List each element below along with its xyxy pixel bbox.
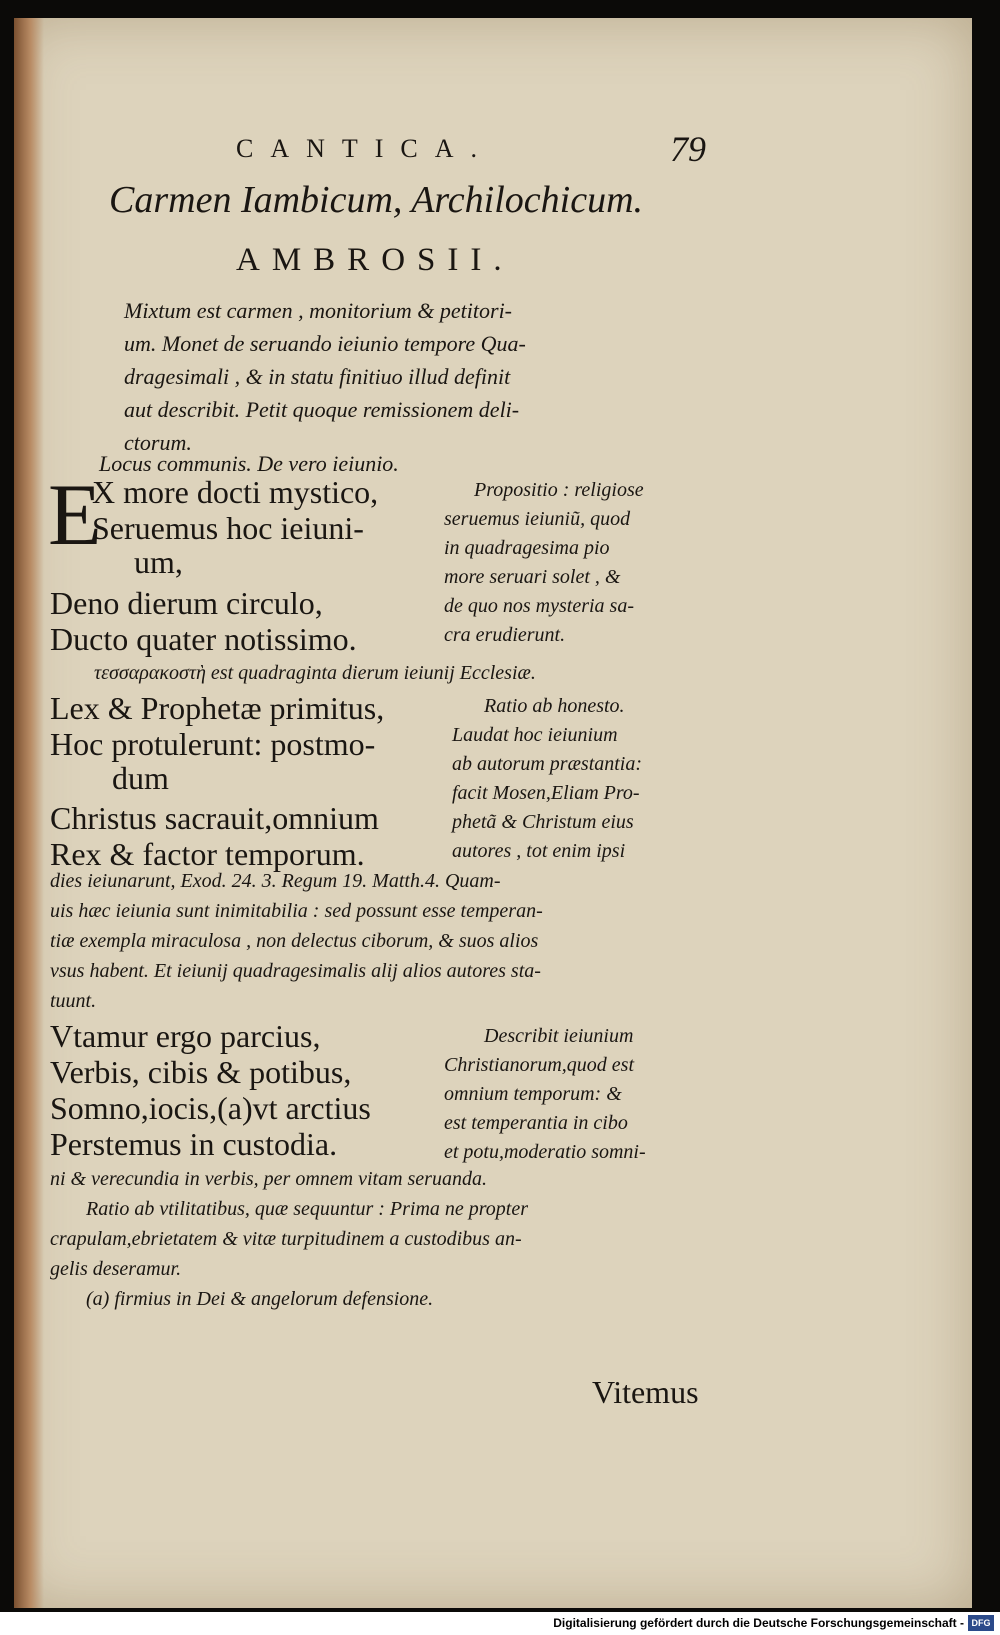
side-note-line: cra erudierunt.	[444, 624, 566, 646]
commentary-line: uis hæc ieiunia sunt inimitabilia : sed possunt esse temperan-	[50, 900, 543, 922]
locus-heading: Locus communis. De vero ieiunio.	[99, 451, 399, 476]
side-note-line: ab autorum præstantia:	[452, 753, 643, 775]
side-note-line: facit Mosen,Eliam Pro-	[452, 782, 640, 804]
side-note-line: in quadragesima pio	[444, 537, 610, 559]
side-note-line: de quo nos mysteria sa-	[444, 595, 634, 617]
side-note-line: Ratio ab honesto.	[484, 695, 625, 717]
verse-line: Christus sacrauit,omnium	[50, 800, 379, 836]
intro-line: aut describit. Petit quoque remissionem deli-	[124, 397, 520, 422]
side-note	[444, 476, 644, 650]
footnote-line: (a) firmius in Dei & angelorum defensione.	[86, 1288, 434, 1310]
side-note-line: autores , tot enim ipsi	[452, 840, 626, 862]
commentary-line: tiæ exempla miraculosa , non delectus ciborum, & suos alios	[50, 930, 539, 952]
verse-line: Seruemus hoc ieiuni-	[92, 510, 364, 546]
verse-line: Verbis, cibis & potibus,	[50, 1054, 352, 1090]
side-note	[444, 1022, 646, 1167]
commentary-line: ni & verecundia in verbis, per omnem vitam seruanda.	[50, 1168, 487, 1190]
commentary-line: dies ieiunarunt, Exod. 24. 3. Regum 19. Matth.4. Quam-	[50, 870, 501, 892]
side-note-line: omnium temporum: &	[444, 1083, 622, 1105]
commentary-block	[50, 1164, 528, 1314]
catchword: Vitemus	[592, 1374, 699, 1410]
poem-author: AMBROSII.	[236, 242, 514, 278]
commentary-block	[50, 866, 543, 1016]
page-number: 79	[670, 129, 706, 169]
commentary-line: tuunt.	[50, 990, 97, 1012]
poem-title: Carmen Iambicum, Archilochicum.	[109, 179, 644, 221]
verse-line: Lex & Prophetæ primitus,	[50, 690, 385, 726]
side-note-line: et potu,moderatio somni-	[444, 1141, 646, 1163]
page-spine-shadow	[14, 18, 44, 1608]
side-note-line: Describit ieiunium	[484, 1025, 634, 1047]
intro-line: Mixtum est carmen , monitorium & petitori-	[124, 298, 513, 323]
verse-line: dum	[112, 760, 169, 796]
verse-line: Somno,iocis,(a)vt arctius	[50, 1090, 371, 1126]
intro-paragraph	[124, 294, 526, 459]
side-note-line: est temperantia in cibo	[444, 1112, 628, 1134]
running-title: CANTICA.	[236, 134, 495, 163]
dfg-logo-icon: DFG	[968, 1615, 994, 1631]
side-note-line: seruemus ieiuniũ, quod	[444, 508, 631, 530]
verse-line: Ducto quater notissimo.	[50, 621, 357, 657]
side-note-line: phetã & Christum eius	[452, 811, 634, 833]
side-note-line: more seruari solet , &	[444, 566, 621, 588]
side-note-line: Propositio : religiose	[474, 479, 644, 501]
greek-note: τεσσαρακοστὴ est quadraginta dierum ieiunij Ecclesiæ.	[94, 662, 536, 684]
digitization-footer	[0, 1612, 1000, 1635]
book-page	[14, 18, 972, 1608]
side-note-line: Laudat hoc ieiunium	[452, 724, 618, 746]
commentary-line: crapulam,ebrietatem & vitæ turpitudinem a custodibus an-	[50, 1228, 522, 1250]
intro-line: um. Monet de seruando ieiunio tempore Qua-	[124, 331, 526, 356]
verse-line: X more docti mystico,	[92, 474, 379, 510]
drop-capital: E	[48, 467, 102, 564]
verse-line: Hoc protulerunt: postmo-	[50, 726, 376, 762]
footer-credit: Digitalisierung gefördert durch die Deutsche Forschungsgemeinschaft -	[553, 1616, 964, 1630]
side-note-line: Christianorum,quod est	[444, 1054, 635, 1076]
verse-line: Rex & factor temporum.	[50, 836, 365, 872]
commentary-line: gelis deseramur.	[50, 1258, 182, 1280]
side-note	[452, 692, 642, 866]
verse-line: Perstemus in custodia.	[50, 1126, 338, 1162]
verse-line: um,	[134, 544, 183, 580]
verse-line: Vtamur ergo parcius,	[50, 1018, 321, 1054]
intro-line: ctorum.	[124, 430, 192, 455]
verse-line: Deno dierum circulo,	[50, 585, 323, 621]
commentary-line: vsus habent. Et ieiunij quadragesimalis alij alios autores sta-	[50, 960, 541, 982]
commentary-line: Ratio ab vtilitatibus, quæ sequuntur : Prima ne propter	[86, 1198, 529, 1220]
intro-line: dragesimali , & in statu finitiuo illud definit	[124, 364, 511, 389]
